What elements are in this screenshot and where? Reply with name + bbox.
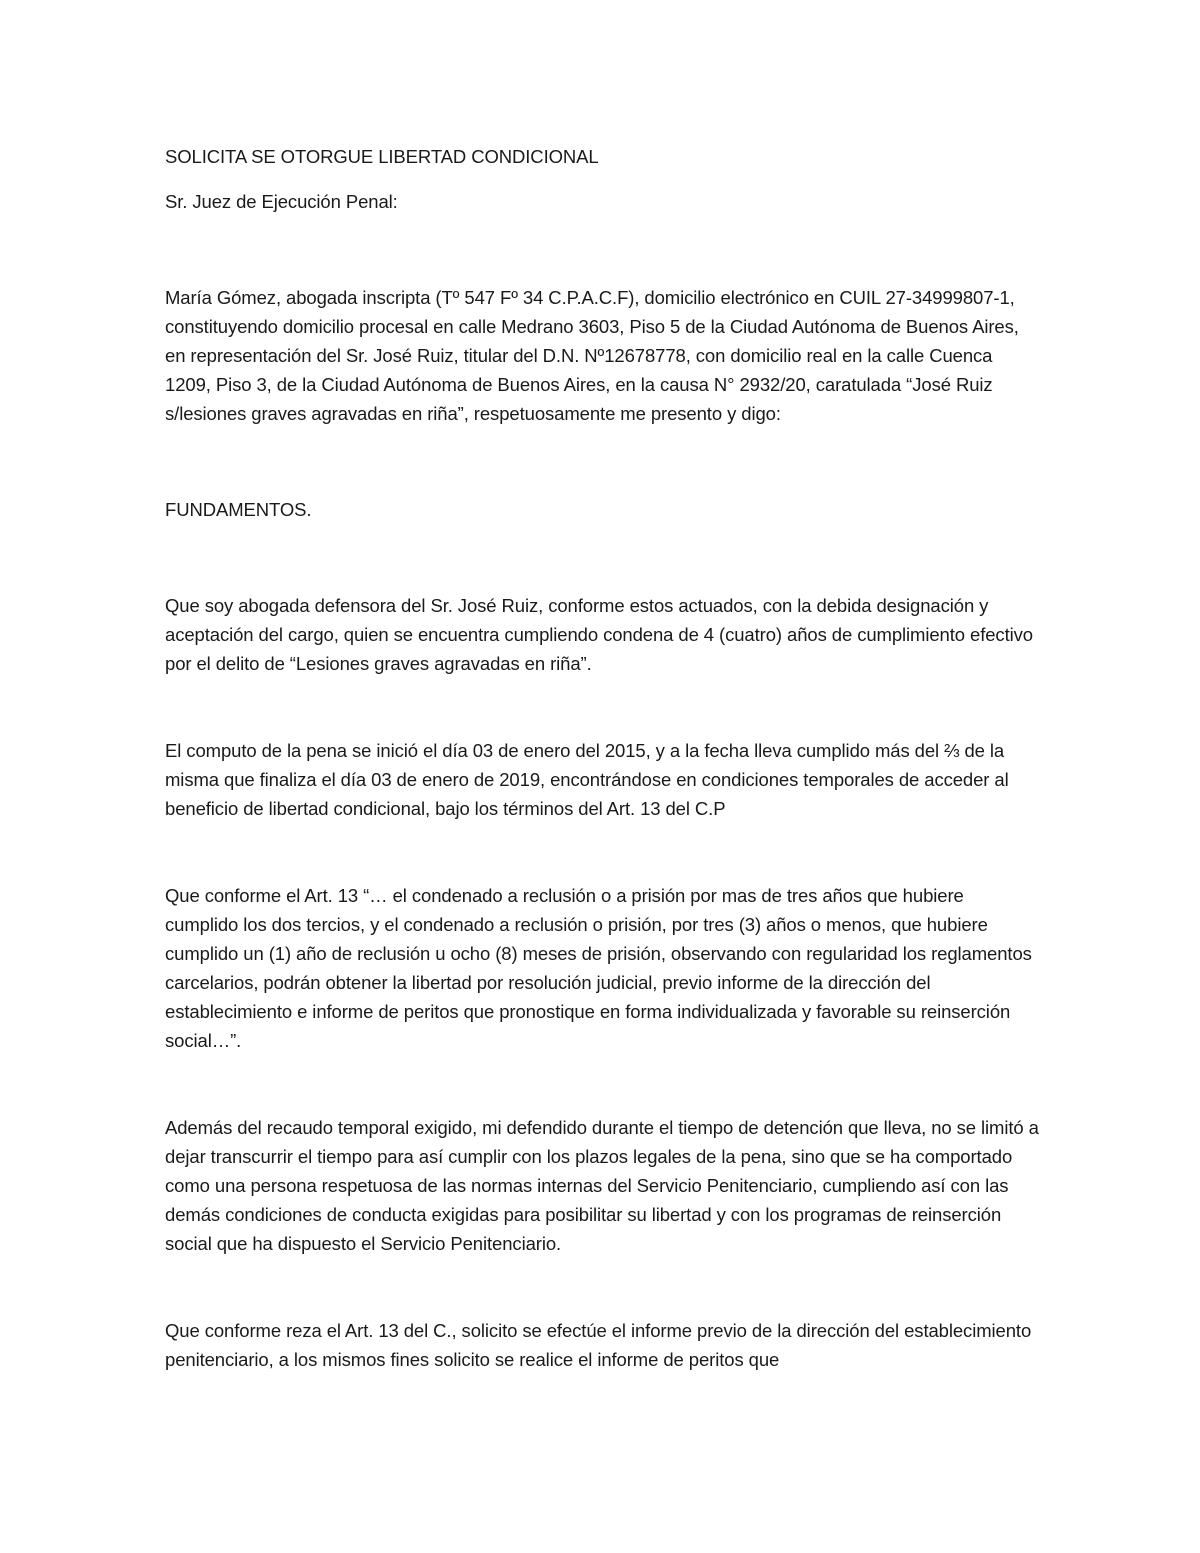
addressee-line: Sr. Juez de Ejecución Penal: bbox=[165, 191, 398, 212]
document-title: SOLICITA SE OTORGUE LIBERTAD CONDICIONAL bbox=[165, 146, 599, 167]
paragraph-request-reports: Que conforme reza el Art. 13 del C., solicito se efectúe el informe previo de la dirección del establecimiento penitenciario, a los mismos fines solicito se realice el informe de peritos que bbox=[165, 1320, 1032, 1370]
paragraph-article-13-quote: Que conforme el Art. 13 “… el condenado a reclusión o a prisión por mas de tres años que hubiere cumplido los dos tercios, y el condenado a reclusión o prisión, por tres (3) años o menos, que hubiere cumplido un (1) año de reclusión u ocho (8) meses de prisión, observando con regularidad los reglamentos carcelarios, podrán obtener la libertad por resolución judicial, previo informe de la dirección del establecimiento e informe de peritos que pronostique en forma individualizada y favorable su reinserción social…”. bbox=[165, 885, 1032, 1051]
paragraph-sentence-computation: El computo de la pena se inició el día 03 de enero del 2015, y a la fecha lleva cumplido más del ⅔ de la misma que finaliza el día 03 de enero de 2019, encontrándose en condiciones temporales de acceder al beneficio de libertad condicional, bajo los términos del Art. 13 del C.P bbox=[165, 740, 1009, 819]
intro-paragraph: María Gómez, abogada inscripta (Tº 547 Fº 34 C.P.A.C.F), domicilio electrónico en CUIL 27-34999807-1, constituyendo domicilio procesal en calle Medrano 3603, Piso 5 de la Ciudad Autónoma de Buenos Aires, en representación del Sr. José Ruiz, titular del D.N. Nº12678778, con domicilio real en la calle Cuenca 1209, Piso 3, de la Ciudad Autónoma de Buenos Aires, en la causa N° 2932/20, caratulada “José Ruiz s/lesiones graves agravadas en riña”, respetuosamente me presento y digo: bbox=[165, 287, 1019, 424]
document-body bbox=[165, 142, 1040, 1374]
paragraph-designation: Que soy abogada defensora del Sr. José Ruiz, conforme estos actuados, con la debida designación y aceptación del cargo, quien se encuentra cumpliendo condena de 4 (cuatro) años de cumplimiento efectivo por el delito de “Lesiones graves agravadas en riña”. bbox=[165, 595, 1033, 674]
section-heading: FUNDAMENTOS. bbox=[165, 499, 312, 520]
paragraph-conduct: Además del recaudo temporal exigido, mi defendido durante el tiempo de detención que lleva, no se limitó a dejar transcurrir el tiempo para así cumplir con los plazos legales de la pena, sino que se ha comportado como una persona respetuosa de las normas internas del Servicio Penitenciario, cumpliendo así con las demás condiciones de conducta exigidas para posibilitar su libertad y con los programas de reinserción social que ha dispuesto el Servicio Penitenciario. bbox=[165, 1117, 1039, 1254]
